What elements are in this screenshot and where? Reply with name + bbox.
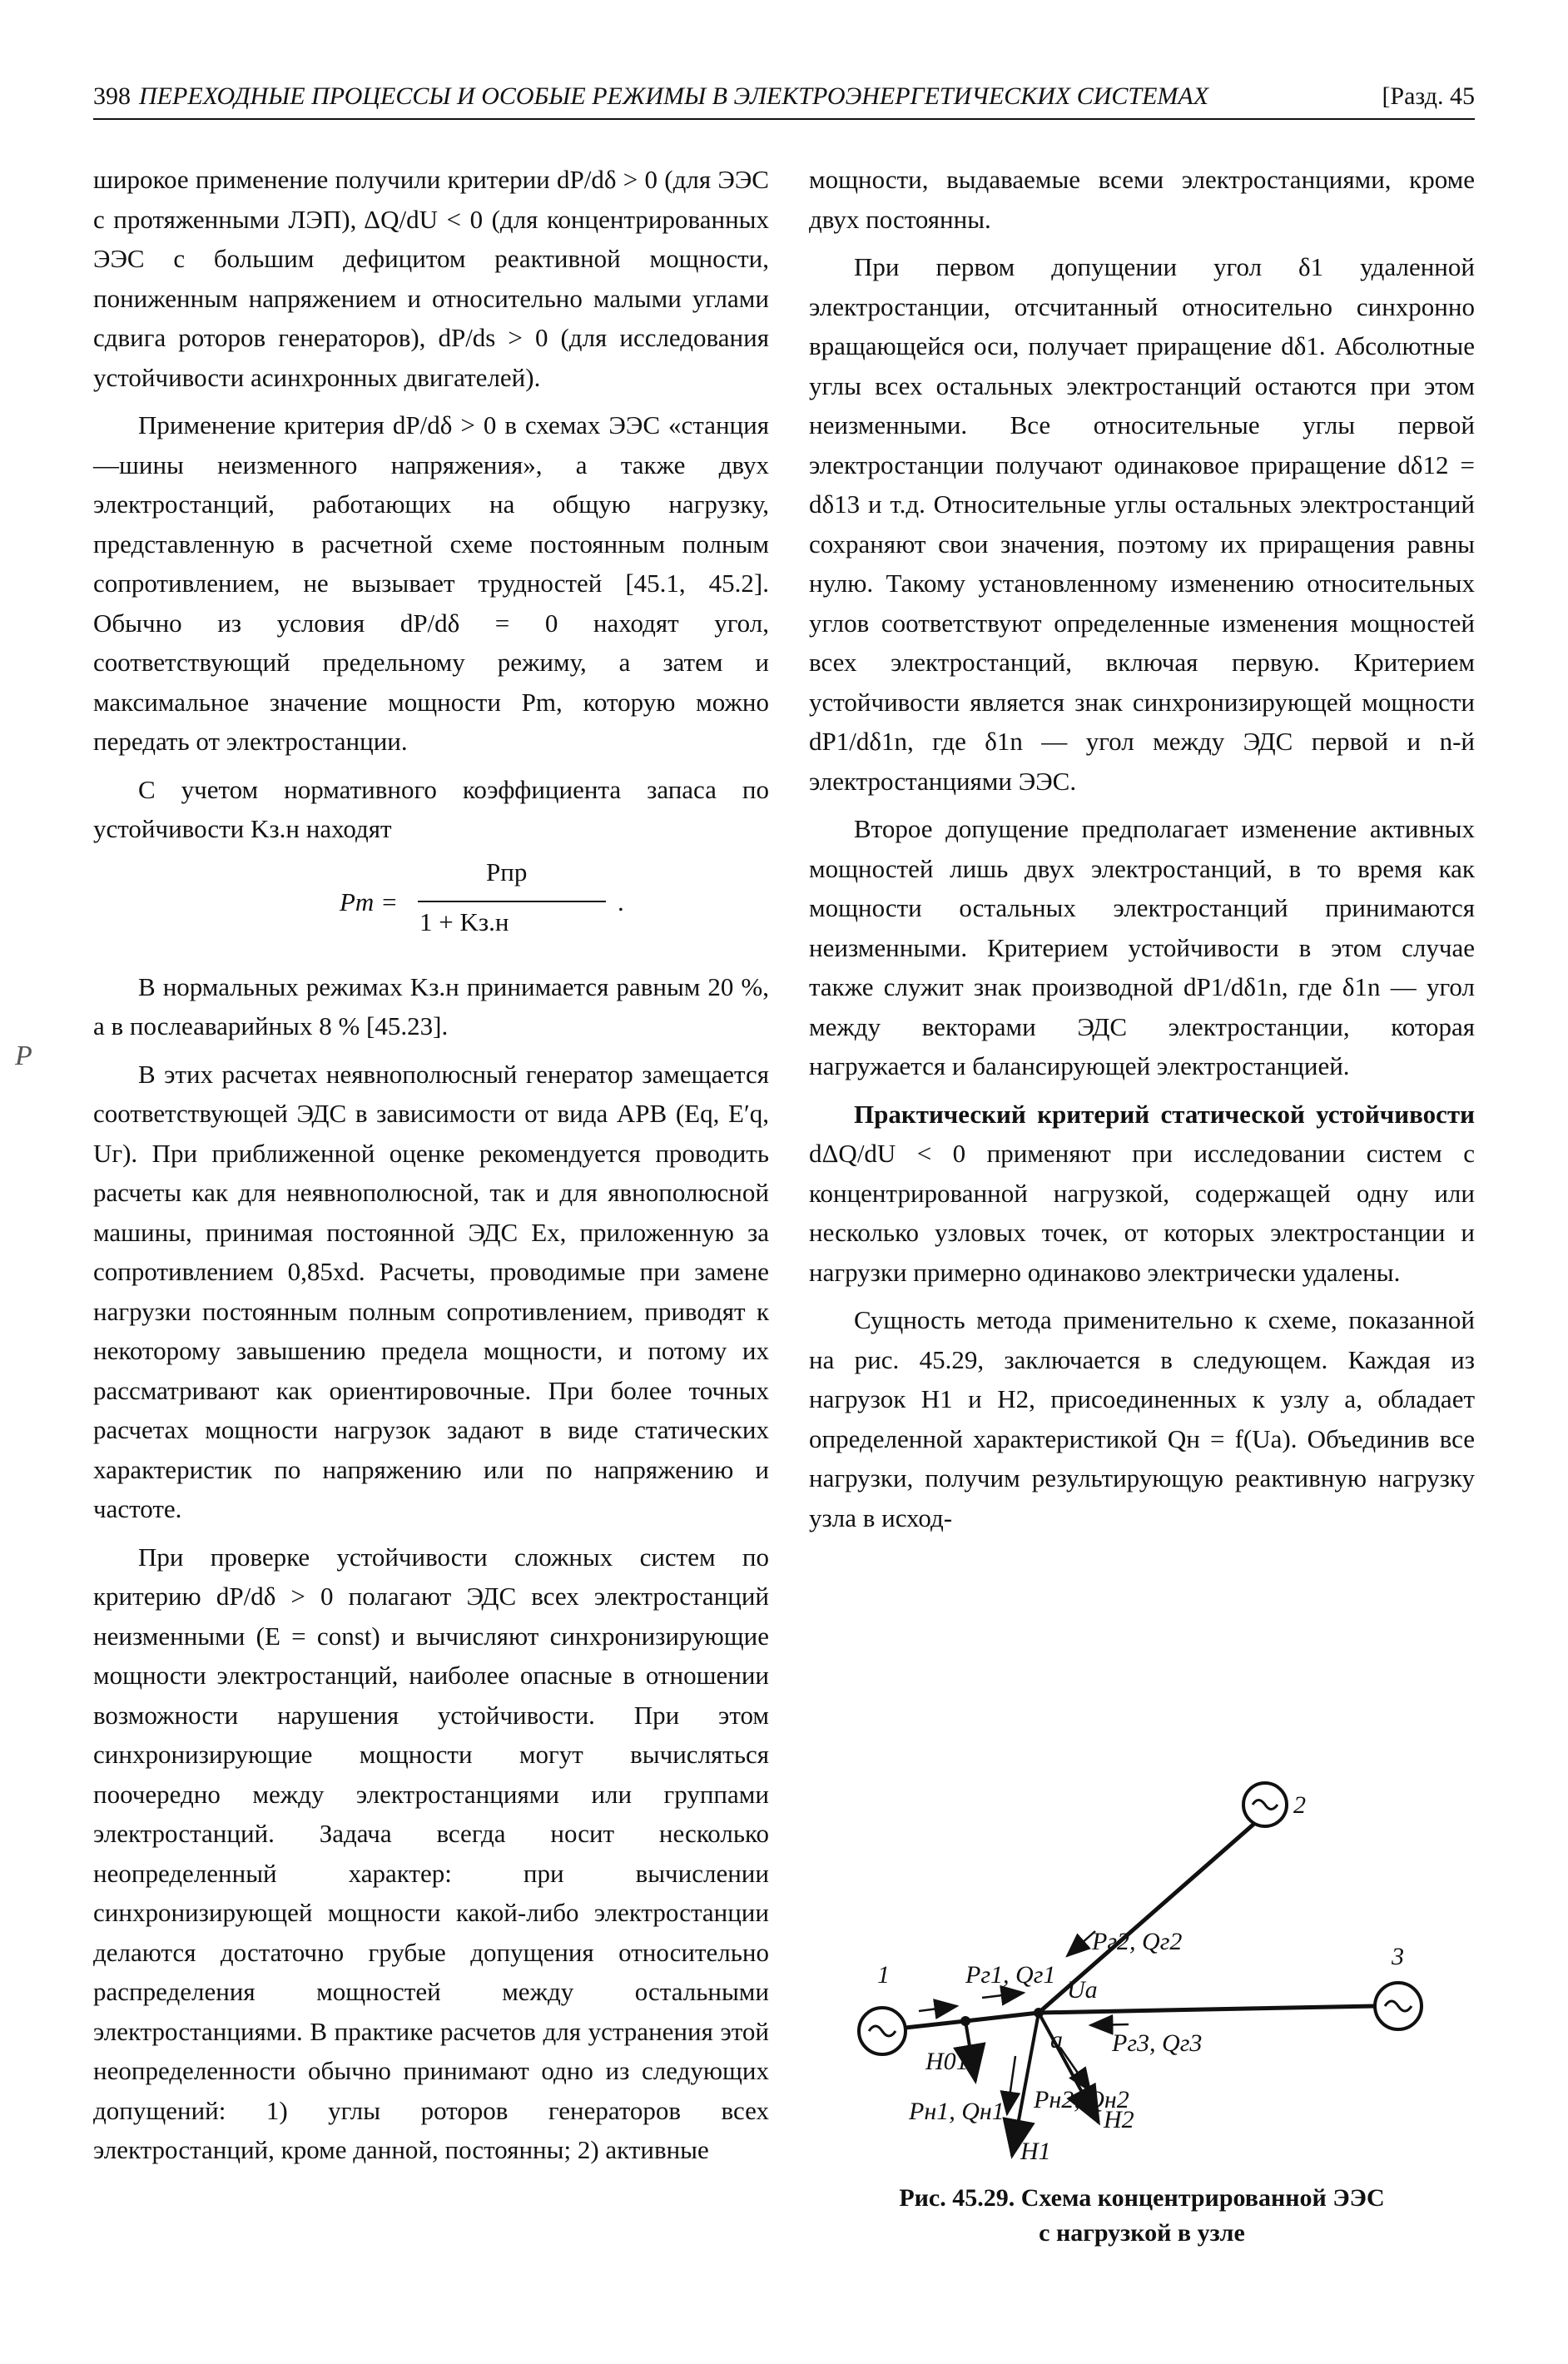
paragraph: Сущность метода применительно к схеме, показанной на рис. 45.29, заключается в следующем. Каждая из нагрузок H1 и H2, присоединенных к узлу a, обладает определенной характеристикой Qн = f(Ua). Объединив все нагрузки, получим результирующую реактивную нагрузку узла в исход- xyxy=(809,1305,1475,1532)
h2-label: H2 xyxy=(1104,2106,1134,2133)
page-number: 398 xyxy=(93,82,131,110)
paragraph: мощности, выдаваемые всеми электростанциями, кроме двух постоянны. xyxy=(809,165,1475,234)
left-column xyxy=(93,160,769,2170)
caption-line: Рис. 45.29. Схема концентрированной ЭЭС xyxy=(899,2184,1385,2212)
right-column xyxy=(809,160,1475,1537)
load-h1-arrow xyxy=(1012,2013,1039,2156)
sine-icon xyxy=(1253,1800,1278,1810)
paragraph: В нормальных режимах Kз.н принимается равным 20 %, а в послеаварийных 8 % [45.23]. xyxy=(93,971,769,1040)
caption-line: с нагрузкой в узле xyxy=(1039,2219,1245,2247)
margin-mark: P xyxy=(15,1040,32,1071)
gen2-label: 2 xyxy=(1293,1791,1306,1819)
line-a-3 xyxy=(1039,2006,1375,2013)
flow-arrow xyxy=(1007,2056,1015,2114)
diagram-svg xyxy=(849,1765,1448,2181)
flow-arrow xyxy=(1067,1931,1095,1956)
formula-lhs: Pm = xyxy=(340,886,398,916)
sine-icon xyxy=(1385,2001,1412,2011)
junction-node xyxy=(960,2016,970,2026)
ua-label: Ua xyxy=(1067,1976,1098,2004)
pq-g2-label: Pг2, Qг2 xyxy=(1092,1928,1183,1955)
paragraph: Второе допущение предполагает изменение активных мощностей лишь двух электростанций, в то время как мощности остальных электростанций принимаются неизменными. Критерием устойчивости в этом случае также служит знак производной dP1/dδ1n, где δ1n — угол между векторами ЭДС электростанции, которая нагружается и балансирующей электростанцией. xyxy=(809,814,1475,1080)
bold-term: Практический критерий статической устойчивости xyxy=(854,1099,1475,1129)
flow-arrow xyxy=(1060,2048,1090,2091)
formula-end: . xyxy=(618,886,624,916)
gen1-label: 1 xyxy=(877,1961,890,1989)
paragraph: При проверке устойчивости сложных систем по критерию dP/dδ > 0 полагают ЭДС всех электростанций неизменными (E = const) и вычисляют синхронизирующие мощности электростанций, наиболее опасные в отношении возможности нарушения устойчивости. При этом синхронизирующие мощности могут вычисляться поочередно между электростанциями или группами электростанций. Задача всегда носит несколько неопределенный характер: при вычислении синхронизирующей мощности какой-либо электростанции делаются достаточно грубые допущения относительно распределения мощностей между остальными электростанциями. В практике расчетов для устранения этой неопределенности обычно принимают одно из следующих допущений: 1) углы роторов генераторов всех электростанций, кроме данной, постоянны; 2) активные xyxy=(93,1542,769,2164)
formula-numerator: Pпр xyxy=(486,857,528,886)
formula-denominator: 1 + Kз.н xyxy=(419,906,509,936)
h1-label: H1 xyxy=(1020,2138,1051,2165)
circuit-diagram xyxy=(849,1765,1448,2181)
flow-arrow xyxy=(919,2006,957,2011)
pq-g1-label: Pг1, Qг1 xyxy=(965,1961,1056,1989)
line-h01-a xyxy=(965,2013,1039,2021)
paragraph: широкое применение получили критерии dP/dδ > 0 (для ЭЭС с протяженными ЛЭП), ΔQ/dU < 0 (для концентрированных ЭЭС с большим дефицитом реактивной мощности, пониженным напряжением и относительно малыми углами сдвига роторов генераторов), dP/ds > 0 (для исследования устойчивости асинхронных двигателей). xyxy=(93,165,769,392)
pq-g3-label: Pг3, Qг3 xyxy=(1112,2029,1203,2057)
pq-n1-label: Pн1, Qн1 xyxy=(909,2098,1005,2125)
node-a xyxy=(1034,2008,1044,2018)
line-1-a xyxy=(906,2021,965,2028)
paragraph xyxy=(809,1095,1475,1293)
paragraph: При первом допущении угол δ1 удаленной электростанции, отсчитанный относительно синхронно вращающейся оси, получает приращение dδ1. Абсолютные углы всех остальных электростанций остаются при этом неизменными. Все относительные углы первой электростанции получают одинаковое приращение dδ12 = dδ13 и т.д. Относительные углы остальных электростанций сохраняют свои значения, поэтому их приращения равны нулю. Такому установленному изменению относительных углов соответствуют определенные изменения мощностей всех электростанций, включая первую. Критерием устойчивости является знак синхронизирующей мощности dP1/dδ1n, где δ1n — угол между ЭДС первой и n-й электростанциями ЭЭС. xyxy=(809,252,1475,796)
section-ref: [Разд. 45 xyxy=(1382,82,1475,110)
formula xyxy=(93,857,769,956)
h01-label: H01 xyxy=(925,2048,969,2075)
paragraph: С учетом нормативного коэффициента запаса по устойчивости Kз.н находят xyxy=(93,774,769,843)
pq-n2-label: Pн2, Qн2 xyxy=(1034,2086,1129,2113)
figure-caption xyxy=(809,2181,1475,2251)
sine-icon xyxy=(869,2026,896,2036)
gen3-label: 3 xyxy=(1392,1943,1404,1970)
paragraph-rest: dΔQ/dU < 0 применяют при исследовании систем с концентрированной нагрузкой, содержащей одну или несколько узловых точек, от которых электростанции и нагрузки примерно одинаково электрически удалены. xyxy=(809,1139,1475,1287)
running-title: ПЕРЕХОДНЫЕ ПРОЦЕССЫ И ОСОБЫЕ РЕЖИМЫ В ЭЛЕКТРОЭНЕРГЕТИЧЕСКИХ СИСТЕМАХ xyxy=(139,82,1209,110)
paragraph: В этих расчетах неявнополюсный генератор замещается соответствующей ЭДС в зависимости от вида АРВ (Eq, E′q, Uг). При приближенной оценке рекомендуется проводить расчеты как для неявнополюсной, так и для явнополюсной машины, принимая постоянной ЭДС Ex, приложенную за сопротивлением 0,85xd. Расчеты, проводимые при замене нагрузки постоянным полным сопротивлением, приводят к некоторому завышению предела мощности, и потому их рассматривают как ориентировочные. При более точных расчетах мощности нагрузок задают в виде статических характеристик по напряжению или по напряжению и частоте. xyxy=(93,1059,769,1523)
header-rule xyxy=(93,118,1475,120)
flow-arrow xyxy=(982,1993,1024,1998)
paragraph: Применение критерия dP/dδ > 0 в схемах ЭЭС «станция—шины неизменного напряжения», а также двух электростанций, работающих на общую нагрузку, представленную в расчетной схеме постоянным полным сопротивлением, не вызывает трудностей [45.1, 45.2]. Обычно из условия dP/dδ = 0 находят угол, соответствующий предельному режиму, а затем и максимальное значение мощности Pm, которую можно передать от электростанции. xyxy=(93,410,769,756)
node-a-label: a xyxy=(1050,2026,1063,2054)
running-head xyxy=(93,80,1475,113)
fraction-bar xyxy=(418,901,606,902)
flow-arrow xyxy=(1090,2024,1129,2025)
